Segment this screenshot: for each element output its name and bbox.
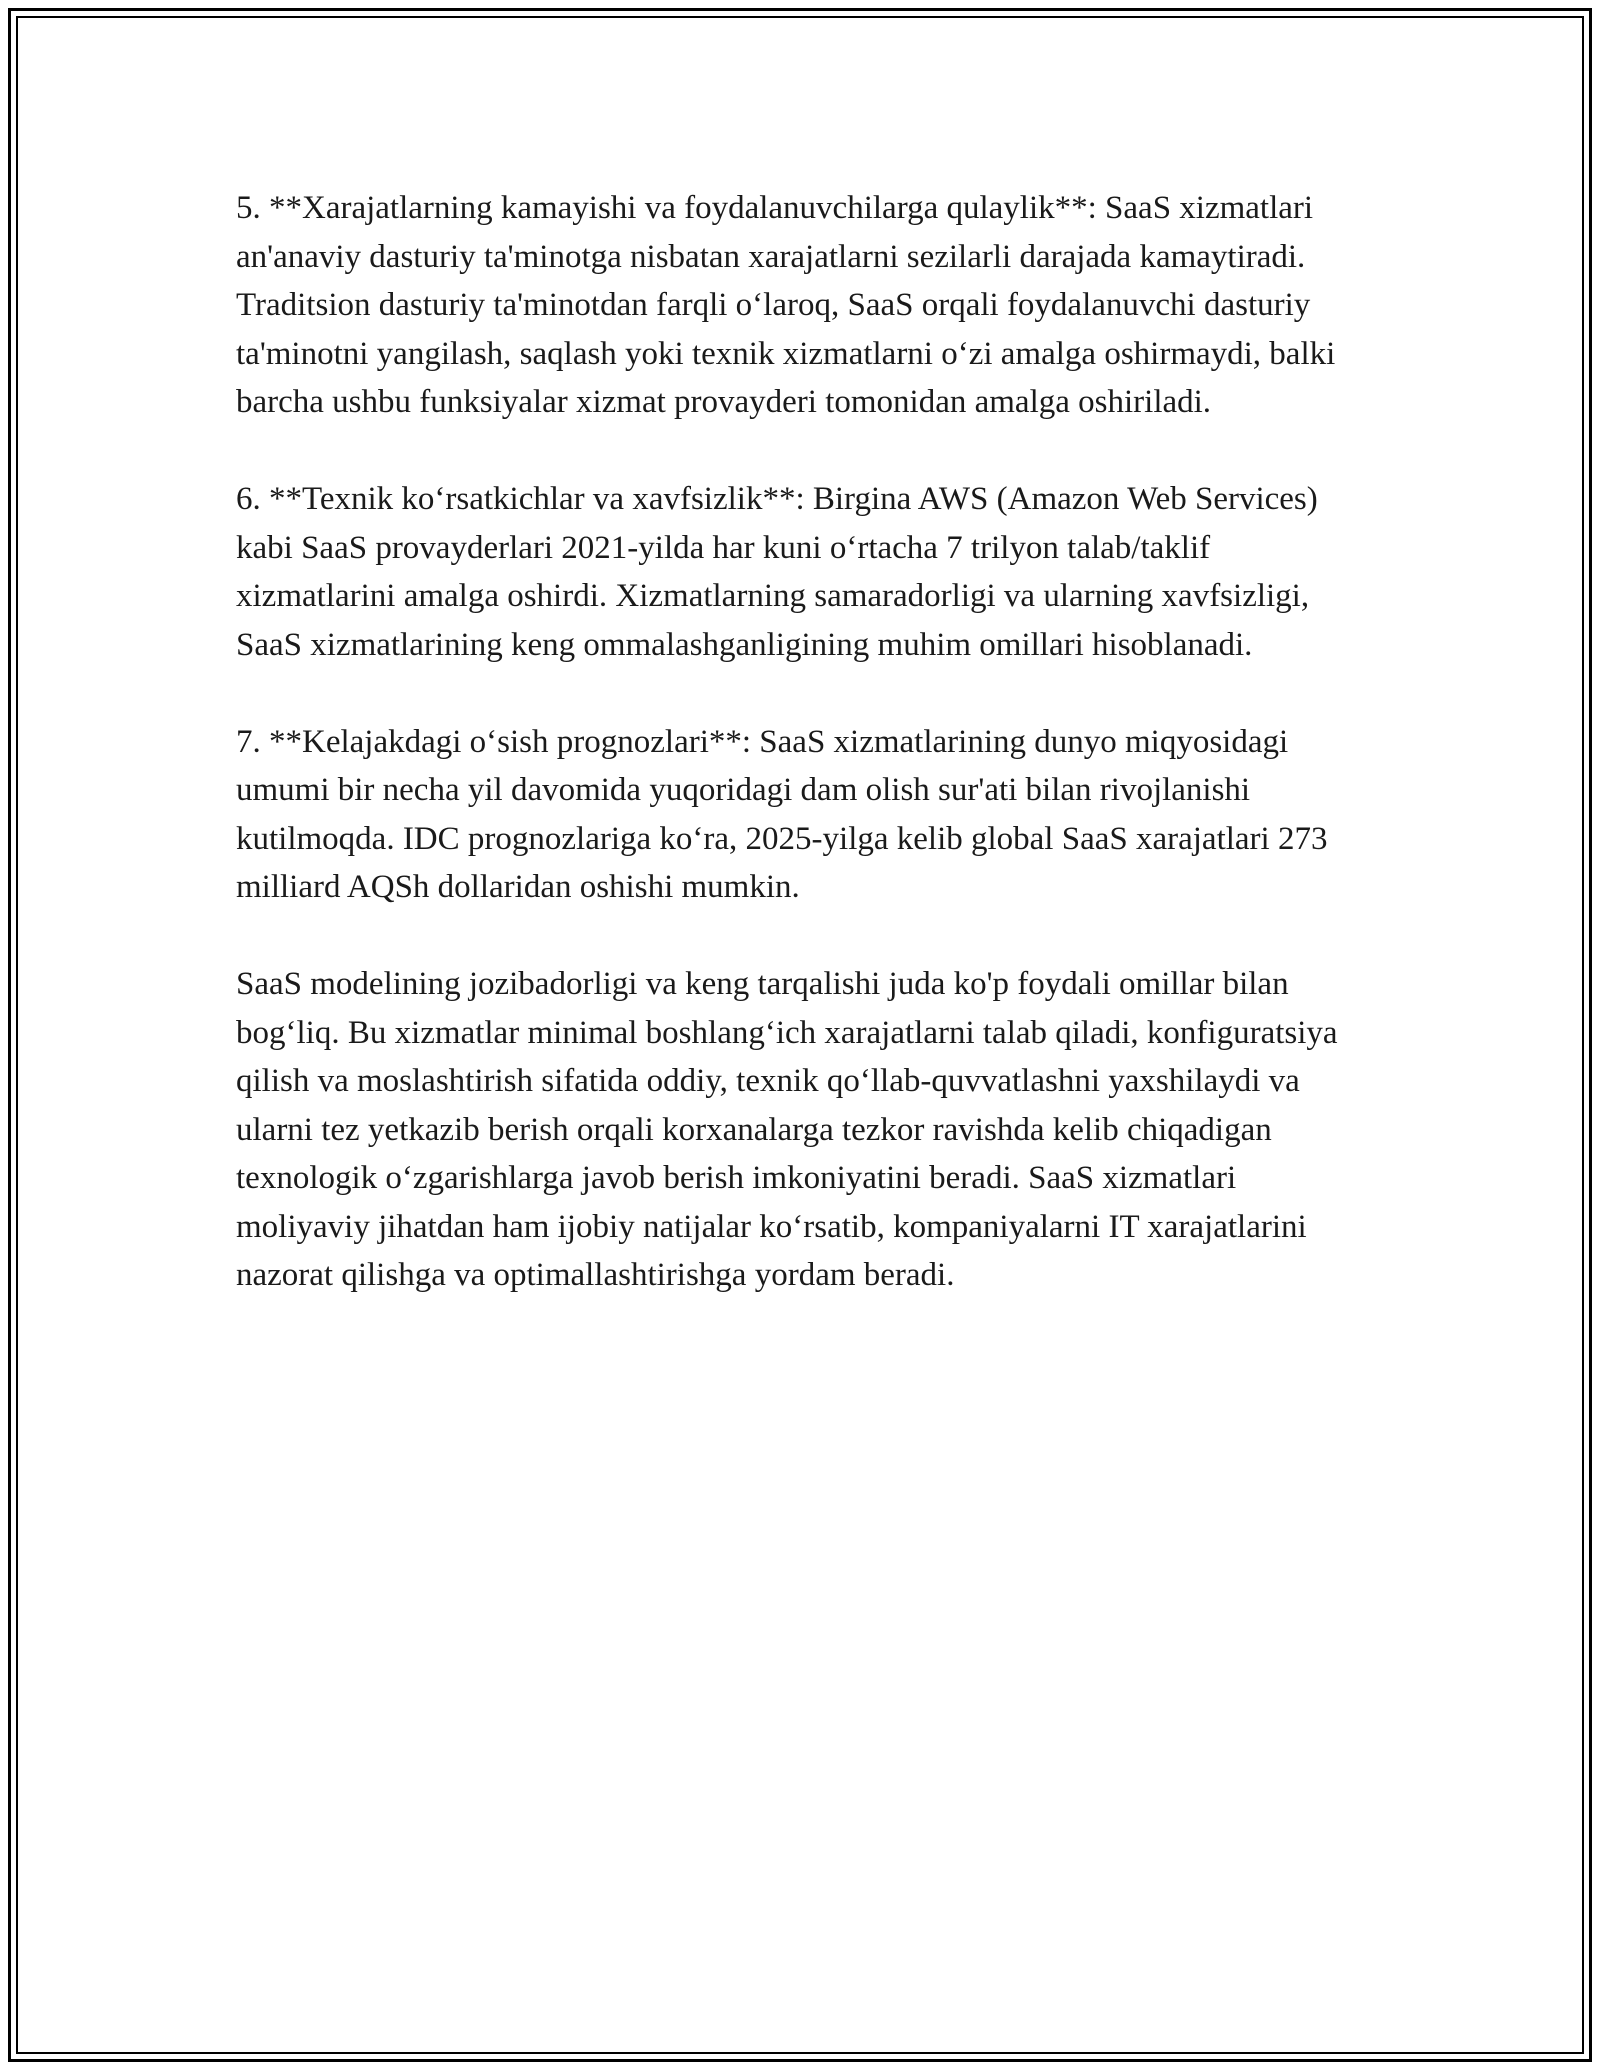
paragraph-item-7: 7. **Kelajakdagi oʻsish prognozlari**: SaaS xizmatlarining dunyo miqyosidagi umumi bir necha yil davomida yuqoridagi dam olish sur'ati bilan rivojlanishi kutilmoqda. IDC prognozlariga koʻra, 2025-yilga kelib global SaaS xarajatlari 273 milliard AQSh dollaridan oshishi mumkin. <box>236 723 1328 905</box>
paragraph-summary: SaaS modelining jozibadorligi va keng tarqalishi juda ko'p foydali omillar bilan bogʻliq. Bu xizmatlar minimal boshlangʻich xarajatlarni talab qiladi, konfiguratsiya qilish va moslashtirish sifatida oddiy, texnik qoʻllab-quvvatlashni yaxshilaydi va ularni tez yetkazib berish orqali korxanalarga tezkor ravishda kelib chiqadigan texnologik oʻzgarishlarga javob berish imkoniyatini beradi. SaaS xizmatlari moliyaviy jihatdan ham ijobiy natijalar koʻrsatib, kompaniyalarni IT xarajatlarini nazorat qilishga va optimallashtirishga yordam beradi. <box>236 966 1338 1293</box>
document-body <box>236 184 1376 1300</box>
paragraph-item-5: 5. **Xarajatlarning kamayishi va foydalanuvchilarga qulaylik**: SaaS xizmatlari an'anaviy dasturiy ta'minotga nisbatan xarajatlarni sezilarli darajada kamaytiradi. Traditsion dasturiy ta'minotdan farqli oʻlaroq, SaaS orqali foydalanuvchi dasturiy ta'minotni yangilash, saqlash yoki texnik xizmatlarni oʻzi amalga oshirmaydi, balki barcha ushbu funksiyalar xizmat provayderi tomonidan amalga oshiriladi. <box>236 190 1336 420</box>
paragraph-item-6: 6. **Texnik koʻrsatkichlar va xavfsizlik**: Birgina AWS (Amazon Web Services) kabi SaaS provayderlari 2021-yilda har kuni oʻrtacha 7 trilyon talab/taklif xizmatlarini amalga oshirdi. Xizmatlarning samaradorligi va ularning xavfsizligi, SaaS xizmatlarining keng ommalashganligining muhim omillari hisoblanadi. <box>236 481 1318 663</box>
